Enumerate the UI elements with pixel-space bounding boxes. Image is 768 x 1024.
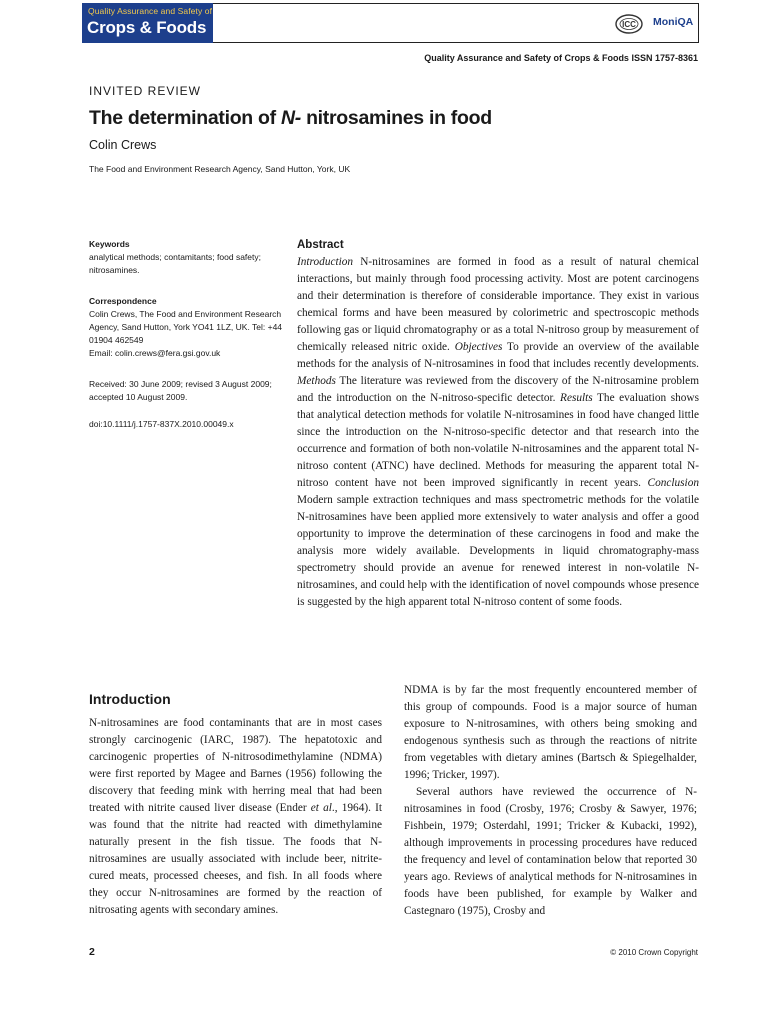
author-affiliation: The Food and Environment Research Agency, Sand Hutton, York, UK <box>89 164 351 174</box>
title-part-2: nitrosamines in food <box>300 107 492 129</box>
abstract-label-results: Results <box>560 392 593 404</box>
abstract-label-conclusion: Conclusion <box>647 477 699 489</box>
intro-p1-part-b: ., 1964). It was found that the nitrite had reacted with dimethylamine naturally present in the fish tissue. The foods that N-nitrosamines are usually associated with include beer, nitrite-cured meats, processed cheeses, and fish. In all foods where they occur N-nitrosamines are formed by the reaction of nitrosating agents with secondary amines. <box>89 802 382 916</box>
intro-paragraph-3: Several authors have reviewed the occurrence of N-nitrosamines in food (Crosby, 1976; Crosby & Sawyer, 1976; Fishbein, 1979; Osterdahl, 1991; Tricker & Kubacki, 1992), although improvements in processing procedures have reduced the frequency and level of contamination below that reported 30 years ago. Reviews of analytical methods for N-nitrosamines in foods have been published, for example by Walker and Castegnaro (1975), Crosby and <box>404 786 697 917</box>
article-dates <box>89 378 289 404</box>
article-type: INVITED REVIEW <box>89 84 202 98</box>
icc-logo-icon <box>614 13 644 35</box>
abstract-text <box>297 254 699 611</box>
journal-logo <box>82 3 213 43</box>
logo-subtitle: Quality Assurance and Safety of <box>88 6 213 16</box>
article-title <box>89 107 492 130</box>
correspondence-text: Colin Crews, The Food and Environment Research Agency, Sand Hutton, York YO41 1LZ, UK. Tel: +44 01904 462549 <box>89 309 283 345</box>
author-name: Colin Crews <box>89 138 157 152</box>
keywords-text: analytical methods; contamitants; food safety; nitrosamines. <box>89 252 261 275</box>
abstract-methods: The literature was reviewed from the discovery of the N-nitrosamine problem and the introduction on the N-nitroso-specific detector. <box>297 375 699 404</box>
copyright-notice: © 2010 Crown Copyright <box>610 948 698 957</box>
article-doi <box>89 418 289 431</box>
correspondence-email: Email: colin.crews@fera.gsi.gov.uk <box>89 348 221 358</box>
correspondence-heading: Correspondence <box>89 296 157 306</box>
logo-title: Crops & Foods <box>87 18 207 37</box>
abstract-objectives: To provide an overview of the available methods for the analysis of N-nitrosamines in food that includes recently developments. <box>297 341 699 370</box>
intro-p1-part-a: N-nitrosamines are food contaminants that are in most cases strongly carcinogenic (IARC, 1987). The hepatotoxic and carcinogenic properties of N-nitrosodimethylamine (NDMA) were first reported by Magee and Barnes (1956) following the discovery that feeding mink with herring meal that had been treated with nitrite caused liver disease (Ender <box>89 717 382 814</box>
abstract-results: The evaluation shows that analytical detection methods for volatile N-nitrosamines in food have changed little since the introduction on the N-nitroso-specific detector and that research into the occurrence and formation of both non-volatile N-nitrosamines and the apparent total N-nitroso content (ATNC) have declined. Methods for measuring the apparent total N-nitroso content have not been improved significantly in recent years. <box>297 392 699 489</box>
keywords-block <box>89 238 289 277</box>
dates-text: Received: 30 June 2009; revised 3 August 2009; accepted 10 August 2009. <box>89 379 272 402</box>
intro-paragraph-1 <box>89 715 382 919</box>
keywords-heading: Keywords <box>89 239 130 249</box>
page-number: 2 <box>89 946 95 958</box>
introduction-heading: Introduction <box>89 691 171 707</box>
correspondence-block <box>89 295 289 360</box>
abstract-label-introduction: Introduction <box>297 256 354 268</box>
title-part-1: The determination of <box>89 107 281 129</box>
abstract-introduction: N-nitrosamines are formed in food as a result of natural chemical interactions, but mainly through food processing activity. Most are potent carcinogens and their determination is therefore of considerable importance. They exist in various chemical forms and have been measured by colorimetric and spectroscopic methods following gas or liquid chromatography or as a total N-nitroso group by measurement of chemically released nitric oxide. <box>297 256 699 353</box>
intro-paragraph-2: NDMA is by far the most frequently encountered member of this group of compounds. Food is a major source of human exposure to N-nitrosamines, with others being smoking and endogenous synthesis such as through the reactions of nitrite from vegetables with dietary amines (Bartsch & Spiegelhalder, 1996; Tricker, 1997). <box>404 684 697 781</box>
abstract-conclusion: Modern sample extraction techniques and mass spectrometric methods for the volatile N-nitrosamines have been applied more extensively to water analysis and offer a good opportunity to improve the determination of these carcinogens in food and make the analysis more widely available. Developments in liquid chromatography-mass spectrometry should provide an avenue for renewed interest in non-volatile N-nitrosamines, and could help with the identification of novel compounds whose presence is suggested by the high apparent total N-nitroso content of some foods. <box>297 494 699 608</box>
title-part-italic: N- <box>280 107 301 129</box>
doi-text: doi:10.1111/j.1757-837X.2010.00049.x <box>89 419 234 429</box>
intro-right-column <box>404 682 697 920</box>
abstract-label-objectives: Objectives <box>454 341 503 353</box>
journal-issn-line: Quality Assurance and Safety of Crops & Foods ISSN 1757-8361 <box>424 53 698 63</box>
abstract-heading: Abstract <box>297 239 344 251</box>
icc-label: ICC <box>622 20 636 29</box>
intro-p1-etal: et al <box>310 802 332 814</box>
moniqa-logo: MoniQA <box>653 16 694 28</box>
abstract-label-methods: Methods <box>297 375 336 387</box>
